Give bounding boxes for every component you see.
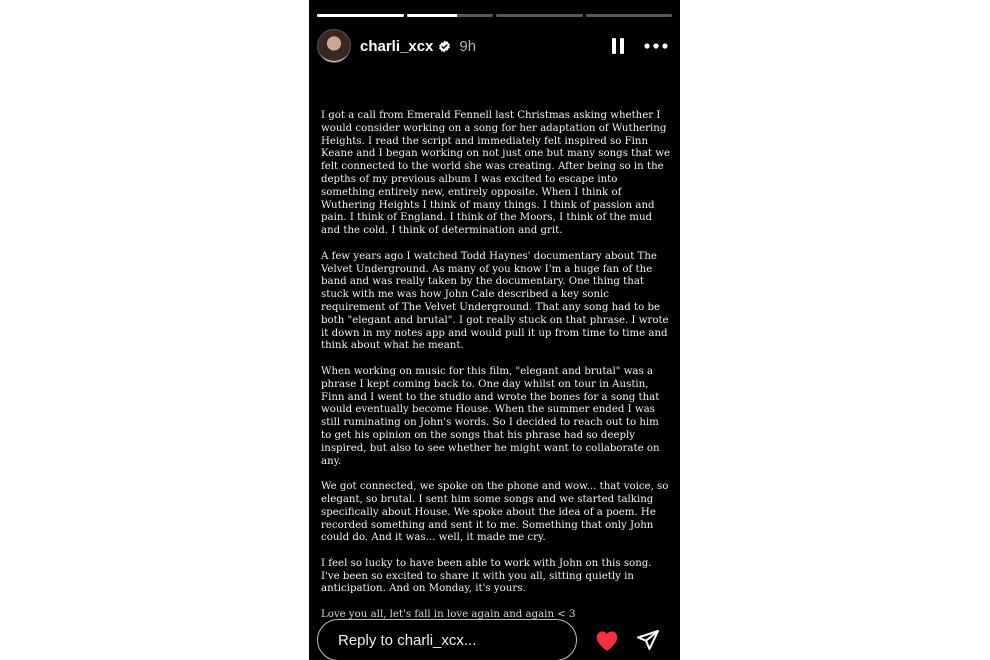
reply-input[interactable] bbox=[317, 619, 577, 660]
story-paragraph: When working on music for this film, "elegant and brutal" was a phrase I kept coming back to. One day whilst on tour in Austin, Finn and I went to the studio and wrote the bones for a song that would eventually become House. When the summer ended I was still ruminating on John's words. So I decided to reach out to him to get his opinion on the songs that his phrase had so deeply inspired, but also to see whether he might want to collaborate on any. bbox=[321, 365, 660, 467]
like-button[interactable] bbox=[593, 626, 621, 654]
story-viewer bbox=[309, 0, 680, 660]
pause-button[interactable] bbox=[608, 34, 628, 58]
story-paragraph: We got connected, we spoke on the phone and wow... that voice, so elegant, so brutal. I sent him some songs and we started talking specifically about House. We spoke about the idea of a poem. He recorded something and sent it to me. Something that only John could do. And it was... well, it made me cry. bbox=[321, 481, 669, 544]
story-paragraph: I got a call from Emerald Fennell last Christmas asking whether I would consider working on a song for her adaptation of Wuthering Heights. I read the script and immediately felt inspired so Finn Keane and I began working on not just one but many songs that we felt connected to the world she was creating. After being so in the depths of my previous album I was excited to escape into something entirely new, entirely opposite. When I think of Wuthering Heights I think of many things. I think of passion and pain. I think of England. I think of the Moors, I think of the mud and the cold. I think of determination and grit. bbox=[321, 110, 670, 237]
share-button[interactable] bbox=[635, 627, 661, 653]
timestamp: 9h bbox=[459, 37, 477, 55]
story-footer bbox=[317, 618, 672, 660]
reply-placeholder: Reply to charli_xcx... bbox=[338, 631, 477, 649]
story-paragraph: A few years ago I watched Todd Haynes' documentary about The Velvet Underground. As many of you know I'm a huge fan of the band and was really taken by the documentary. One thing that stuck with me was how John Cale described a key sonic requirement of The Velvet Underground. That any song had to be both "elegant and brutal". I got really stuck on that phrase. I wrote it down in my notes app and would pull it up from time to time and think about what he meant. bbox=[321, 250, 669, 352]
pause-icon bbox=[611, 37, 625, 55]
progress-fill bbox=[317, 14, 404, 17]
story-paragraph: I feel so lucky to have been able to work with John on this song. I've been so excited to share it with you all, sitting quietly in anticipation. And on Monday, it's yours. bbox=[321, 557, 652, 595]
progress-segment bbox=[496, 14, 583, 17]
verified-badge-icon bbox=[438, 40, 451, 53]
avatar[interactable] bbox=[317, 29, 351, 63]
progress-fill bbox=[407, 14, 457, 17]
progress-segment bbox=[317, 14, 404, 17]
send-icon bbox=[636, 628, 660, 652]
more-dots-icon bbox=[644, 43, 668, 49]
story-signoff: Love you all, let's fall in love again and again < 3 bbox=[321, 609, 576, 621]
story-header bbox=[317, 28, 668, 64]
story-text bbox=[321, 110, 672, 635]
progress-segment bbox=[586, 14, 673, 17]
story-progress-bar bbox=[317, 14, 672, 17]
more-options-button[interactable] bbox=[644, 34, 668, 58]
username[interactable]: charli_xcx bbox=[360, 37, 434, 55]
progress-segment bbox=[407, 14, 494, 17]
heart-icon bbox=[594, 628, 620, 652]
